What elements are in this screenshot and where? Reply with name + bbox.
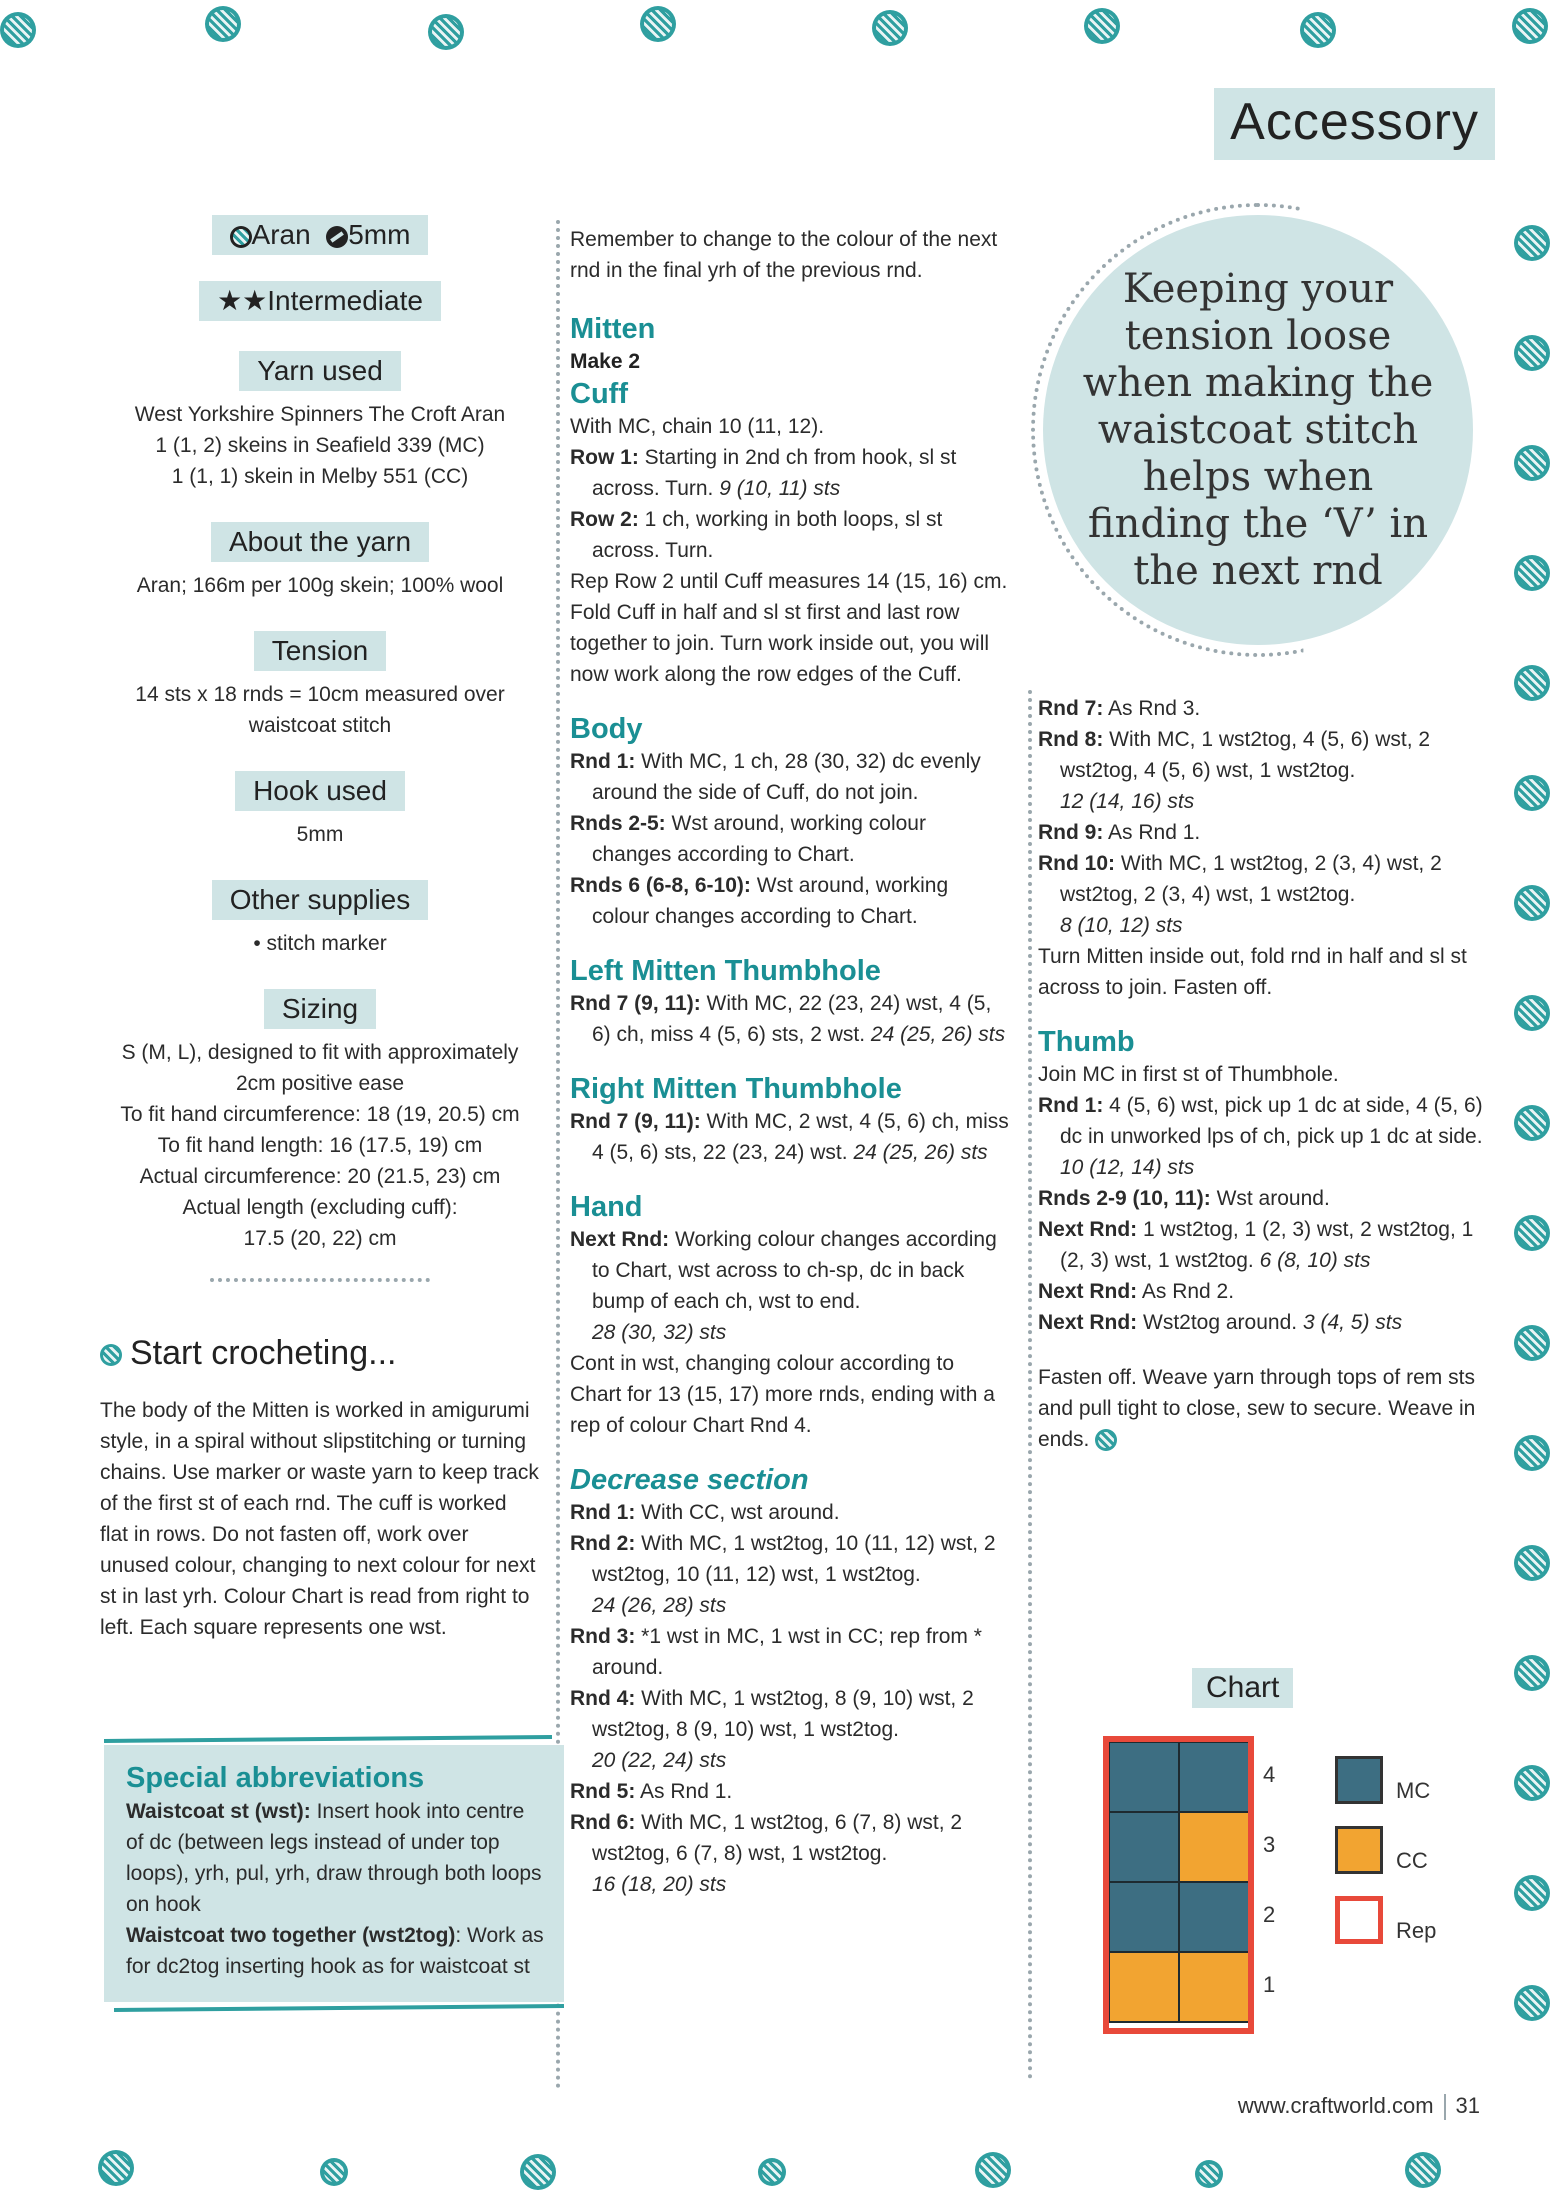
sizing-label: Sizing [264, 989, 376, 1029]
abbreviation-definition: Insert hook into centre of dc (between legs instead of under top loops), yrh, pul, yrh, draw through both loops on hook [126, 1800, 542, 1916]
body-heading: Body [570, 713, 643, 745]
instruction: Rnd 1: With MC, 1 ch, 28 (30, 32) dc evenly around the side of Cuff, do not join. [570, 750, 981, 804]
yarn-ball-icon [1514, 1655, 1550, 1691]
instruction: Rnd 3: *1 wst in MC, 1 wst in CC; rep from * around. [570, 1625, 982, 1679]
instruction: Rnd 7 (9, 11): With MC, 2 wst, 4 (5, 6) ch, miss 4 (5, 6) sts, 22 (23, 24) wst. 24 (25, 26) sts [570, 1110, 1009, 1164]
column-divider [1028, 690, 1032, 2080]
info-line: Aran; 166m per 100g skein; 100% wool [136, 574, 504, 597]
legend-swatch-cc [1335, 1826, 1383, 1874]
footer [1238, 2093, 1480, 2120]
info-line: West Yorkshire Spinners The Croft Aran [134, 403, 506, 426]
legend-label: CC [1396, 1848, 1428, 1873]
instruction: Rnds 6 (6-8, 6-10): Wst around, working colour changes according to Chart. [570, 874, 949, 928]
supplies-block [100, 880, 540, 959]
yarn-ball-icon [1514, 445, 1550, 481]
instruction: Rnd 9: As Rnd 1. [1038, 821, 1201, 844]
hook-used-block [100, 771, 540, 850]
chart-cell-mc [1109, 1742, 1179, 1812]
info-line: Actual length (excluding cuff): [182, 1196, 458, 1219]
instruction: Join MC in first st of Thumbhole. [1038, 1063, 1339, 1086]
yarn-used-label: Yarn used [239, 351, 401, 391]
tip-callout [1043, 215, 1473, 645]
stitch-count: 20 (22, 24) sts [592, 1749, 727, 1772]
supplies-label: Other supplies [212, 880, 429, 920]
info-line: 1 (1, 1) skein in Melby 551 (CC) [171, 465, 469, 488]
yarn-used-block [100, 351, 540, 492]
chart-row-number: 2 [1263, 1902, 1276, 1927]
chart-cell-cc [1179, 1952, 1249, 2022]
yarn-ball-icon [640, 6, 676, 42]
yarn-ball-icon [1514, 1875, 1550, 1911]
stitch-count: 12 (14, 16) sts [1060, 790, 1195, 813]
chart-cell-mc [1179, 1742, 1249, 1812]
tip-text: Keeping your tension loose when making the waistcoat stitch helps when finding the ‘V’ in the next rnd [1082, 265, 1434, 594]
page-number: 31 [1455, 2093, 1480, 2118]
yarn-ball-icon [1514, 225, 1550, 261]
chart-row-number: 1 [1263, 1972, 1276, 1997]
abbreviations-heading: Special abbreviations [126, 1762, 425, 1794]
yarn-ball-icon [1514, 1545, 1550, 1581]
stitch-count: 24 (26, 28) sts [592, 1594, 727, 1617]
make-count: Make 2 [570, 350, 641, 373]
pattern-column-3 [1038, 693, 1483, 1455]
weight-hook-badge [212, 215, 429, 255]
yarn-ball-icon [1300, 12, 1336, 48]
instruction: Rnd 4: With MC, 1 wst2tog, 8 (9, 10) wst, 2 wst2tog, 8 (9, 10) wst, 1 wst2tog. [570, 1687, 974, 1741]
instruction: Next Rnd: Working colour changes according to Chart, wst across to ch-sp, dc in back bump of each ch, wst to end. [570, 1228, 997, 1313]
yarn-ball-icon [1195, 2160, 1223, 2188]
yarn-ball-icon [1514, 1215, 1550, 1251]
info-line: • stitch marker [253, 932, 386, 955]
special-abbreviations-box [104, 1745, 564, 2002]
instruction: Rnd 5: As Rnd 1. [570, 1780, 733, 1803]
left-thumbhole-heading: Left Mitten Thumbhole [570, 955, 881, 987]
hook-size: 5mm [348, 219, 411, 250]
yarn-ball-icon [1514, 775, 1550, 811]
instruction: Rep Row 2 until Cuff measures 14 (15, 16) cm. [570, 570, 1008, 593]
yarn-ball-icon [1514, 1765, 1550, 1801]
chart-row-number: 3 [1263, 1832, 1276, 1857]
info-line: S (M, L), designed to fit with approximately [121, 1041, 519, 1064]
info-line: 2cm positive ease [235, 1072, 405, 1095]
hook-icon [326, 226, 348, 248]
start-body: The body of the Mitten is worked in amigurumi style, in a spiral without slipstitching or turning chains. Use marker or waste yarn to keep track of the first st of each rnd. The cuff is worked flat in rows. Do not fasten off, work over unused colour, changing to next colour for next st in last yrh. Colour Chart is read from right to left. Each square represents one wst. [100, 1399, 539, 1639]
stitch-count: 16 (18, 20) sts [592, 1873, 727, 1896]
yarn-ball-icon [0, 12, 36, 48]
sizing-block [100, 989, 540, 1282]
instruction: Rnd 1: 4 (5, 6) wst, pick up 1 dc at side, 4 (5, 6) dc in unworked lps of ch, pick up 1 dc at side. 10 (12, 14) sts [1038, 1094, 1483, 1179]
chart-cell-cc [1109, 1952, 1179, 2022]
chart-cell-mc [1109, 1812, 1179, 1882]
legend-label: Rep [1396, 1918, 1437, 1943]
yarn-ball-icon [1514, 665, 1550, 701]
hook-used-label: Hook used [235, 771, 405, 811]
yarn-ball-icon [975, 2152, 1011, 2188]
instruction: Rnd 10: With MC, 1 wst2tog, 2 (3, 4) wst, 2 wst2tog, 2 (3, 4) wst, 1 wst2tog. [1038, 852, 1442, 906]
chart-cell-mc [1109, 1882, 1179, 1952]
yarn-ball-icon [758, 2158, 786, 2186]
yarn-weight: Aran [251, 219, 311, 250]
instruction: Rnd 2: With MC, 1 wst2tog, 10 (11, 12) wst, 2 wst2tog, 10 (11, 12) wst, 1 wst2tog. [570, 1532, 996, 1586]
info-line: To fit hand circumference: 18 (19, 20.5) cm [120, 1103, 520, 1126]
yarn-ball-icon [1514, 995, 1550, 1031]
info-line: Actual circumference: 20 (21.5, 23) cm [139, 1165, 501, 1188]
instruction: Rnd 8: With MC, 1 wst2tog, 4 (5, 6) wst, 2 wst2tog, 4 (5, 6) wst, 1 wst2tog. [1038, 728, 1431, 782]
chart-cell-mc [1179, 1882, 1249, 1952]
yarn-ball-icon [1514, 1325, 1550, 1361]
chart-label: Chart [1192, 1668, 1293, 1708]
info-line: 17.5 (20, 22) cm [243, 1227, 397, 1250]
cuff-heading: Cuff [570, 378, 628, 410]
stitch-count: 8 (10, 12) sts [1060, 914, 1183, 937]
tension-label: Tension [254, 631, 387, 671]
right-thumbhole-heading: Right Mitten Thumbhole [570, 1073, 902, 1105]
info-line: To fit hand length: 16 (17.5, 19) cm [157, 1134, 483, 1157]
info-line: 5mm [296, 823, 344, 846]
start-heading-text: Start crocheting... [130, 1334, 397, 1372]
instruction: Rnd 6: With MC, 1 wst2tog, 6 (7, 8) wst, 2 wst2tog, 6 (7, 8) wst, 1 wst2tog. [570, 1811, 963, 1865]
level-stars: ★★ [217, 285, 268, 316]
yarn-ball-icon [520, 2154, 556, 2190]
instruction: Rnds 2-5: Wst around, working colour changes according to Chart. [570, 812, 926, 866]
instruction: Next Rnd: 1 wst2tog, 1 (2, 3) wst, 2 wst2tog, 1 (2, 3) wst, 1 wst2tog. 6 (8, 10) sts [1038, 1218, 1474, 1272]
yarn-ball-icon [1095, 1429, 1117, 1451]
yarn-ball-icon [230, 226, 252, 248]
start-heading [100, 1334, 540, 1372]
abbreviation-term: Waistcoat st (wst): [126, 1800, 311, 1823]
abbreviation-definition: : Work as for dc2tog inserting hook as for waistcoat st [126, 1924, 544, 1978]
instruction: Fold Cuff in half and sl st first and last row together to join. Turn work inside out, you will now work along the row edges of the Cuff. [570, 601, 990, 686]
yarn-ball-icon [100, 1344, 122, 1366]
yarn-ball-icon [205, 6, 241, 42]
level-text: Intermediate [267, 285, 423, 316]
info-line: 1 (1, 2) skeins in Seafield 339 (MC) [155, 434, 485, 457]
instruction: Rnd 7 (9, 11): With MC, 22 (23, 24) wst, 4 (5, 6) ch, miss 4 (5, 6) sts, 2 wst. 24 (25, 26) sts [570, 992, 1006, 1046]
hand-heading: Hand [570, 1191, 643, 1223]
instruction: Next Rnd: As Rnd 2. [1038, 1280, 1235, 1303]
tension-block [100, 631, 540, 741]
abbreviation-term: Waistcoat two together (wst2tog) [126, 1924, 456, 1947]
intro-text: Remember to change to the colour of the next rnd in the final yrh of the previous rnd. [570, 228, 998, 282]
yarn-ball-icon [320, 2158, 348, 2186]
instruction: With MC, chain 10 (11, 12). [570, 415, 825, 438]
level-badge [199, 281, 441, 321]
stitch-count: 28 (30, 32) sts [592, 1321, 727, 1344]
legend-swatch-mc [1335, 1756, 1383, 1804]
instruction: Cont in wst, changing colour according to Chart for 13 (15, 17) more rnds, ending with a rep of colour Chart Rnd 4. [570, 1352, 995, 1437]
instruction: Rnd 1: With CC, wst around. [570, 1501, 840, 1524]
yarn-ball-icon [1514, 335, 1550, 371]
thumb-heading: Thumb [1038, 1026, 1135, 1058]
yarn-ball-icon [1514, 1105, 1550, 1141]
yarn-ball-icon [98, 2150, 134, 2186]
instruction: Next Rnd: Wst2tog around. 3 (4, 5) sts [1038, 1311, 1403, 1334]
instruction: Rnd 7: As Rnd 3. [1038, 697, 1201, 720]
instruction: Row 1: Starting in 2nd ch from hook, sl st across. Turn. 9 (10, 11) sts [570, 446, 957, 500]
yarn-ball-icon [1514, 1435, 1550, 1471]
about-yarn-block [100, 522, 540, 601]
info-line: 14 sts x 18 rnds = 10cm measured over [135, 683, 505, 706]
yarn-ball-icon [1084, 8, 1120, 44]
yarn-ball-icon [1514, 885, 1550, 921]
legend-swatch-rep [1335, 1896, 1383, 1944]
instruction: Fasten off. Weave yarn through tops of rem sts and pull tight to close, sew to secure. Weave in ends. [1038, 1366, 1476, 1451]
instruction: Turn Mitten inside out, fold rnd in half and sl st across to join. Fasten off. [1038, 945, 1467, 999]
section-tab: Accessory [1214, 88, 1495, 160]
info-column [100, 215, 540, 1643]
website: www.craftworld.com [1237, 2093, 1434, 2118]
yarn-ball-icon [428, 14, 464, 50]
yarn-ball-icon [872, 10, 908, 46]
legend-label: MC [1396, 1778, 1431, 1803]
divider [210, 1278, 430, 1282]
decrease-heading: Decrease section [570, 1464, 809, 1496]
yarn-ball-icon [1405, 2152, 1441, 2188]
pattern-column [570, 224, 1010, 1900]
instruction: Row 2: 1 ch, working in both loops, sl st across. Turn. [570, 508, 943, 562]
chart-row-number: 4 [1263, 1762, 1276, 1787]
yarn-ball-icon [1514, 555, 1550, 591]
mitten-heading: Mitten [570, 313, 656, 345]
yarn-ball-icon [1514, 1985, 1550, 2021]
chart-cell-cc [1179, 1812, 1249, 1882]
yarn-ball-icon [1512, 8, 1548, 44]
info-line: waistcoat stitch [248, 714, 392, 737]
about-yarn-label: About the yarn [211, 522, 429, 562]
instruction: Rnds 2-9 (10, 11): Wst around. [1038, 1187, 1330, 1210]
